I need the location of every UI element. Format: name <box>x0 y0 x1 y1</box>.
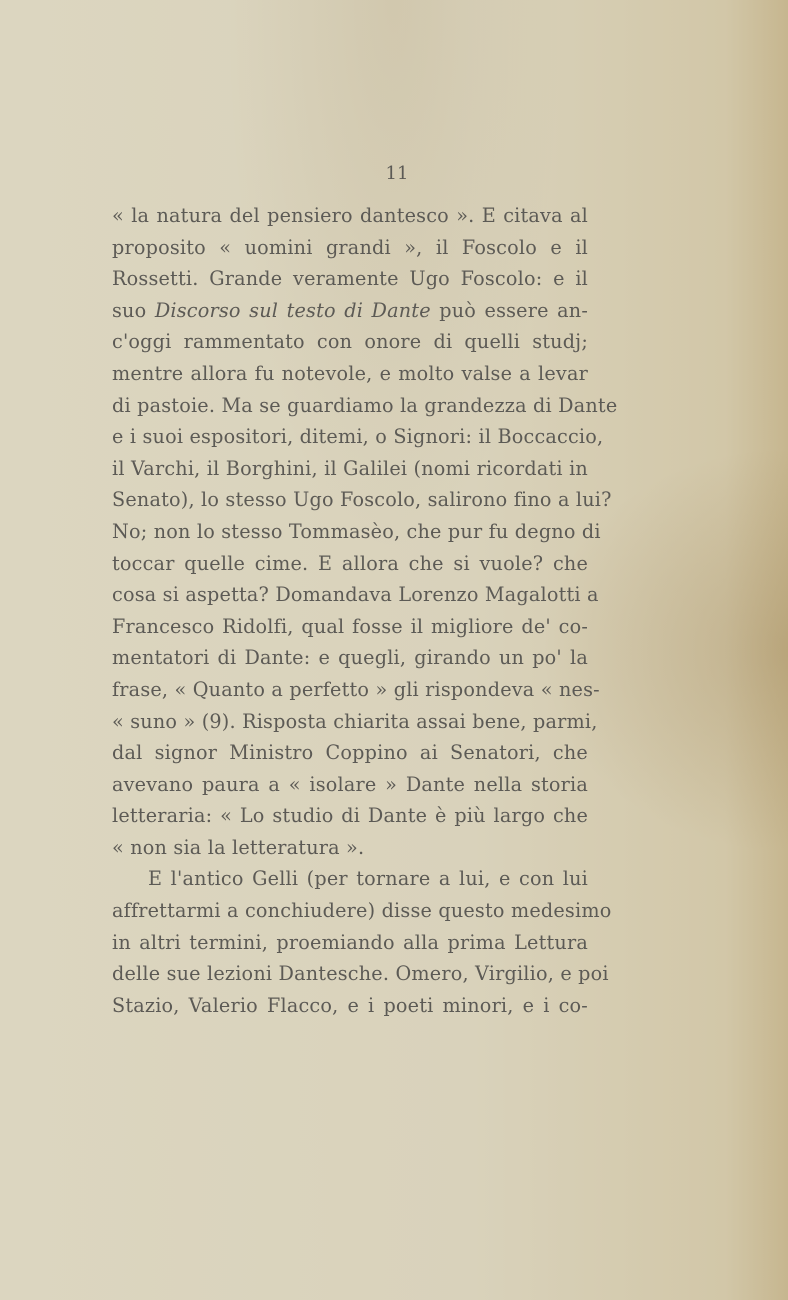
text-line: il Varchi, il Borghini, il Galilei (nomi ricordati in <box>112 456 588 480</box>
text-fragment: può essere an- <box>430 298 589 322</box>
paragraph-2 <box>112 863 612 1021</box>
text-line: mentre allora fu notevole, e molto valse a levar <box>112 361 588 385</box>
text-line: proposito « uomini grandi », il Foscolo e il <box>112 235 588 259</box>
text-line: Stazio, Valerio Flacco, e i poeti minori, e i co- <box>112 993 588 1017</box>
text-line: toccar quelle cime. E allora che si vuole? che <box>112 551 588 575</box>
paragraph-1 <box>112 200 618 863</box>
text-line: « suno » (9). Risposta chiarita assai bene, parmi, <box>112 709 598 733</box>
italic-title: Discorso sul testo di Dante <box>154 298 431 322</box>
text-line: Francesco Ridolfi, qual fosse il migliore de' co- <box>112 614 588 638</box>
text-line: E l'antico Gelli (per tornare a lui, e con lui <box>148 867 588 891</box>
text-line <box>112 295 588 327</box>
text-line: delle sue lezioni Dantesche. Omero, Virgilio, e poi <box>112 962 609 986</box>
text-line: e i suoi espositori, ditemi, o Signori: il Boccaccio, <box>112 425 604 449</box>
text-line: dal signor Ministro Coppino ai Senatori, che <box>112 741 588 765</box>
text-line: « la natura del pensiero dantesco ». E citava al <box>112 204 588 227</box>
text-line: mentatori di Dante: e quegli, girando un po' la <box>112 646 588 670</box>
page-number: 11 <box>385 163 409 184</box>
text-line: in altri termini, proemiando alla prima Lettura <box>112 930 588 954</box>
text-line: affrettarmi a conchiudere) disse questo medesimo <box>112 899 612 923</box>
text-line: « non sia la letteratura ». <box>112 835 365 859</box>
text-line: frase, « Quanto a perfetto » gli rispondeva « nes- <box>112 677 600 701</box>
text-fragment: suo <box>112 298 155 322</box>
text-line: avevano paura a « isolare » Dante nella storia <box>112 772 588 796</box>
text-line: Senato), lo stesso Ugo Foscolo, salirono fino a lui? <box>112 488 612 512</box>
body-text <box>112 200 618 1021</box>
text-line: No; non lo stesso Tommasèo, che pur fu degno di <box>112 519 601 543</box>
text-line: di pastoie. Ma se guardiamo la grandezza di Dante <box>112 393 618 417</box>
text-line: Rossetti. Grande veramente Ugo Foscolo: e il <box>112 267 588 291</box>
text-line: c'oggi rammentato con onore di quelli studj; <box>112 330 588 354</box>
text-line: letteraria: « Lo studio di Dante è più largo che <box>112 804 588 828</box>
text-line: cosa si aspetta? Domandava Lorenzo Magalotti a <box>112 583 599 607</box>
